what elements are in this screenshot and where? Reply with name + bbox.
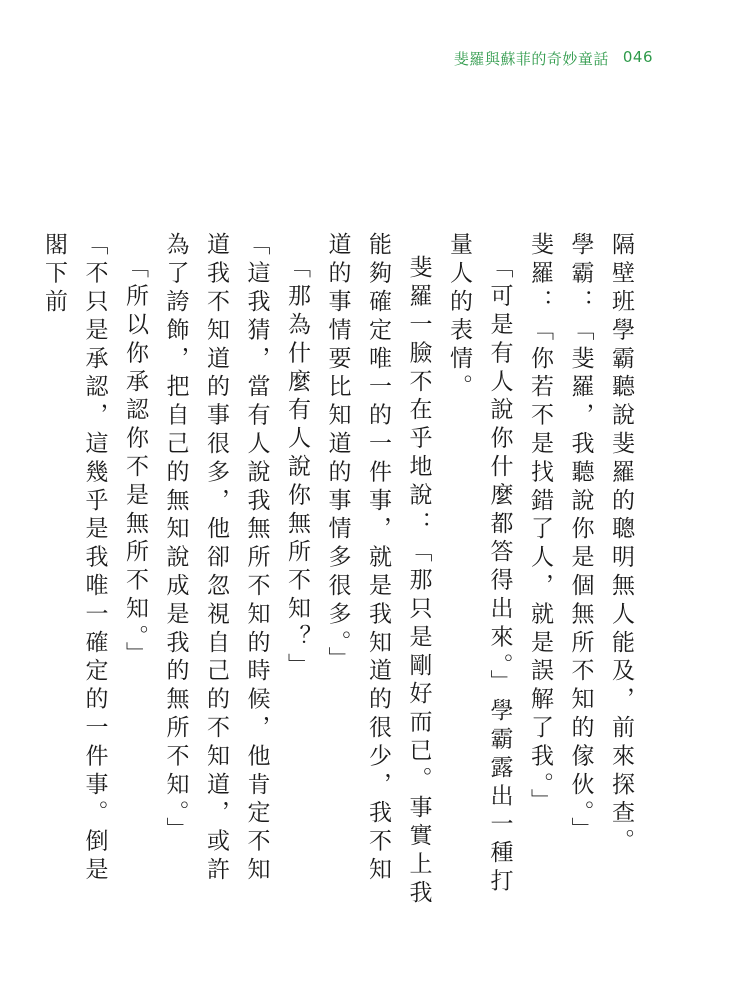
paragraph-dialogue-7: 「所以你承認你不是無所不知。」: [122, 255, 148, 670]
running-header: [454, 48, 653, 69]
vertical-text-body: [34, 232, 642, 912]
paragraph-dialogue-2: 斐羅：「你若不是找錯了人，就是誤解了我。」: [527, 232, 553, 817]
paragraph-dialogue-1: 學霸：「斐羅，我聽說你是個無所不知的傢伙。」: [567, 232, 594, 846]
paragraph-dialogue-8: 「不只是承認，這幾乎是我唯一確定的一件事。倒是閣下前: [41, 232, 108, 886]
paragraph-dialogue-6: 「這我猜，當有人說我無所不知的時候，他肯定不知道我不知道的事很多，他卻忽視自己的不知道，或許為了誇飾，把自己的無知說成是我的無所不知。」: [162, 232, 270, 886]
paragraph-dialogue-5: 「那為什麼有人說你無所不知？」: [284, 255, 310, 681]
paragraph-dialogue-3: 「可是有人說你什麼都答得出來。」學霸露出一種打量人的表情。: [446, 232, 513, 897]
paragraph-dialogue-4: 斐羅一臉不在乎地說：「那只是剛好而已。事實上我能夠確定唯一的一件事，就是我知道的很少，我不知道的事情要比知道的事情多很多。」: [324, 232, 432, 909]
paragraph-narration-1: 隔壁班學霸聽說斐羅的聰明無人能及，前來探查。: [608, 232, 634, 857]
page-number: 046: [622, 48, 653, 66]
book-title: 斐羅與蘇菲的奇妙童話: [453, 50, 609, 68]
